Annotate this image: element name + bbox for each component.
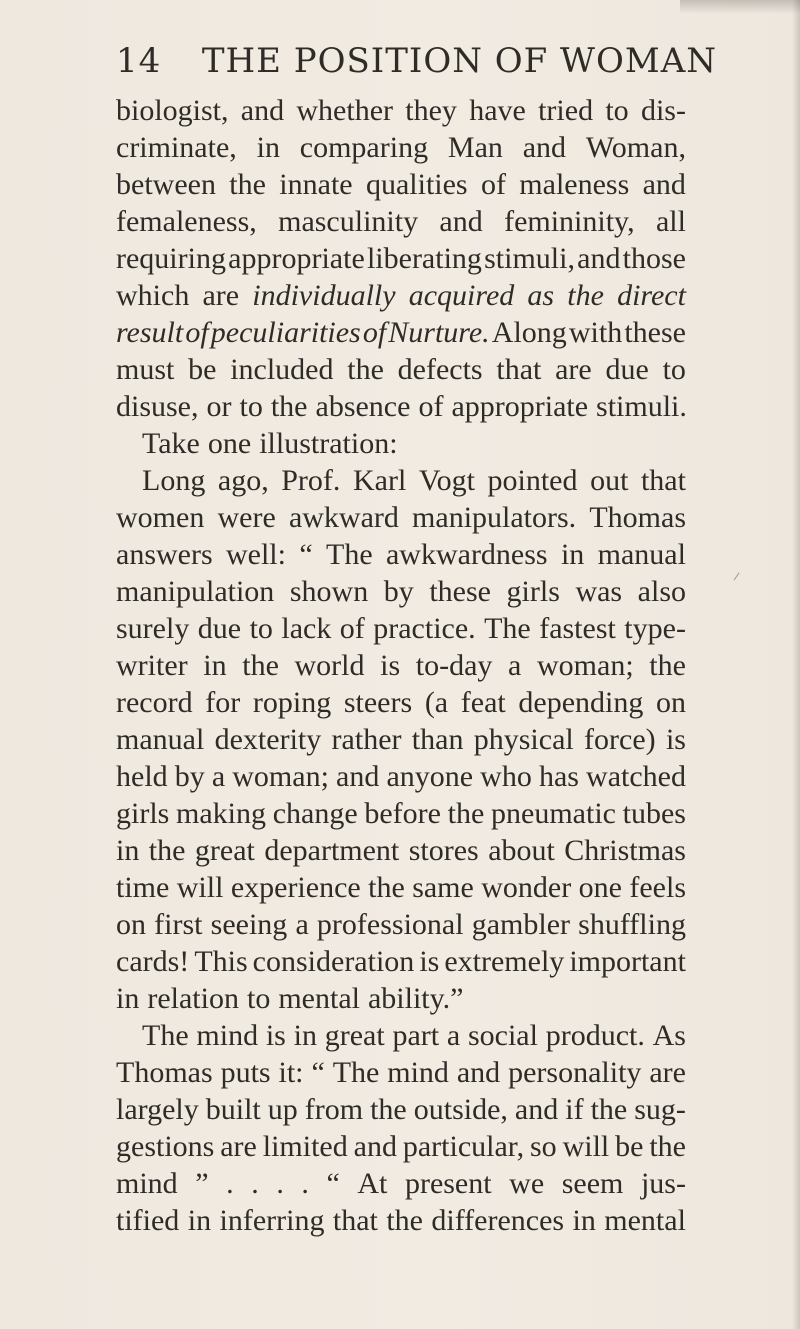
word: physical (473, 723, 574, 756)
text-line-8 (116, 351, 686, 388)
word: a (211, 760, 226, 793)
word: femininity, (504, 205, 635, 238)
word: innate (279, 168, 353, 201)
word: shown (289, 575, 369, 608)
word: be (188, 353, 217, 386)
page-header (116, 30, 717, 92)
text-line-6 (116, 277, 686, 314)
word: important (569, 945, 686, 978)
word: appropriate (228, 242, 365, 275)
text-line-23 (116, 906, 686, 943)
word: answers (116, 538, 213, 571)
word: first (154, 908, 203, 941)
word: women (116, 501, 205, 534)
word: due (197, 612, 242, 645)
word: manipulation (116, 575, 275, 608)
word: “ (311, 1056, 325, 1089)
word: we (509, 1167, 545, 1200)
word: will (562, 1130, 610, 1163)
word: in (293, 1019, 317, 1052)
word: writer (116, 649, 188, 682)
word: have (469, 94, 526, 127)
word: by (174, 760, 205, 793)
word: the (347, 353, 384, 386)
word: the (242, 649, 279, 682)
word: cards! (116, 945, 190, 978)
word: and (439, 205, 483, 238)
word: in (116, 982, 140, 1015)
word: inferring (219, 1204, 325, 1237)
word: great (194, 834, 255, 867)
word: The (332, 1056, 380, 1089)
word: liberating (366, 242, 482, 275)
word: included (230, 353, 334, 386)
word: (a (424, 686, 449, 719)
word: change (272, 797, 358, 830)
word: social (467, 1019, 538, 1052)
word: The (484, 612, 531, 645)
word: Thomas (589, 501, 686, 534)
page-edge-shadow (792, 0, 800, 1329)
word: and (514, 1093, 559, 1126)
text-line-3 (116, 166, 686, 203)
word: . (276, 1167, 284, 1200)
word: a (295, 908, 309, 941)
word: . (226, 1167, 234, 1200)
text-line-16 (116, 647, 686, 684)
word: tubes (622, 797, 686, 830)
word: steers (343, 686, 413, 719)
word: ago, (217, 464, 269, 497)
word: that (496, 353, 542, 386)
word: the (368, 871, 405, 904)
word: result (116, 316, 184, 349)
word: and (240, 94, 285, 127)
word: to (662, 353, 686, 386)
word: comparing (299, 131, 429, 164)
word: the (447, 797, 485, 830)
text-line-11 (116, 462, 686, 499)
text-line-14 (116, 573, 686, 610)
word: same (412, 871, 474, 904)
word: illustration: (259, 427, 398, 460)
word: absence (315, 390, 411, 423)
word: to (239, 390, 263, 423)
word: ” (195, 1167, 209, 1200)
word: stimuli. (596, 390, 687, 423)
word: disuse, (116, 390, 199, 423)
word: a (508, 649, 522, 682)
word: held (116, 760, 168, 793)
text-line-22 (116, 869, 686, 906)
word: and (642, 168, 686, 201)
word: This (194, 945, 248, 978)
word: puts (220, 1056, 271, 1089)
word: peculiarities (210, 316, 361, 349)
text-line-17 (116, 684, 686, 721)
word: is (419, 945, 440, 978)
word: as (527, 279, 555, 312)
word: well: (225, 538, 286, 571)
word: out (590, 464, 629, 497)
word: fastest (539, 612, 616, 645)
word: individually (252, 279, 396, 312)
word: is (380, 649, 401, 682)
word: the (567, 279, 604, 312)
word: that (640, 464, 686, 497)
word: are (202, 279, 240, 312)
word: acquired (408, 279, 515, 312)
word: part (392, 1019, 440, 1052)
word: particular, (402, 1130, 525, 1163)
word: woman; (232, 760, 329, 793)
word: stores (408, 834, 479, 867)
word: Christmas (564, 834, 686, 867)
word: outside, (413, 1093, 508, 1126)
word: mental (604, 1204, 686, 1237)
word: one (578, 871, 622, 904)
word: in (116, 834, 140, 867)
word: in (187, 1204, 212, 1237)
word: must (116, 353, 175, 386)
word: between (116, 168, 216, 201)
word: lack (281, 612, 332, 645)
word: seem (561, 1167, 624, 1200)
word: of (339, 612, 365, 645)
word: and (522, 131, 567, 164)
word: with (568, 316, 623, 349)
text-line-26 (116, 1017, 686, 1054)
word: rather (331, 723, 402, 756)
word: to (605, 94, 629, 127)
word: awkward (288, 501, 399, 534)
word: record (116, 686, 193, 719)
word: pneumatic (491, 797, 616, 830)
word: to (246, 982, 271, 1015)
word: jus- (640, 1167, 686, 1200)
word: personality (508, 1056, 642, 1089)
word: was (575, 575, 623, 608)
word: mind (116, 1167, 178, 1200)
word: will (176, 871, 224, 904)
word: all (655, 205, 686, 238)
text-line-27 (116, 1054, 686, 1091)
word: girls (116, 797, 170, 830)
word: practice. (373, 612, 476, 645)
word: consideration (252, 945, 415, 978)
text-line-12 (116, 499, 686, 536)
text-line-5 (116, 240, 686, 277)
word: dis- (640, 94, 686, 127)
word: roping (252, 686, 332, 719)
body-text (116, 92, 686, 1239)
text-line-15 (116, 610, 686, 647)
word: great (324, 1019, 385, 1052)
word: Along (491, 316, 567, 349)
text-line-9 (116, 388, 686, 425)
word: the (148, 834, 186, 867)
word: for (205, 686, 241, 719)
text-line-10 (116, 425, 686, 462)
word: dexterity (214, 723, 322, 756)
running-title: THE POSITION OF WOMAN (201, 41, 717, 81)
word: tified (116, 1204, 180, 1237)
word: are (555, 353, 592, 386)
word: which (116, 279, 190, 312)
word: and (336, 760, 380, 793)
word: up (267, 1093, 298, 1126)
word: Karl (352, 464, 407, 497)
word: it: (278, 1056, 304, 1089)
word: also (637, 575, 686, 608)
word: one (207, 427, 252, 460)
text-line-7 (116, 314, 686, 351)
word: be (615, 1130, 644, 1163)
word: department (264, 834, 400, 867)
word: whether (296, 94, 393, 127)
word: extremely (444, 945, 565, 978)
word: the (270, 390, 308, 423)
text-line-28 (116, 1091, 686, 1128)
word: the (649, 1130, 686, 1163)
word: Take (142, 427, 200, 460)
word: Prof. (281, 464, 341, 497)
word: of (480, 168, 506, 201)
word: At (357, 1167, 388, 1200)
text-line-29 (116, 1128, 686, 1165)
word: pointed (487, 464, 578, 497)
word: shuffling (578, 908, 686, 941)
word: feat (460, 686, 506, 719)
word: has (538, 760, 579, 793)
word: experience (230, 871, 361, 904)
word: Man (447, 131, 503, 164)
text-line-21 (116, 832, 686, 869)
word: gambler (471, 908, 571, 941)
text-line-13 (116, 536, 686, 573)
word: surely (116, 612, 190, 645)
word: mental (278, 982, 360, 1015)
word: tried (538, 94, 594, 127)
word: . (301, 1167, 309, 1200)
word: if (565, 1093, 584, 1126)
word: Thomas (116, 1056, 213, 1089)
text-line-4 (116, 203, 686, 240)
text-line-18 (116, 721, 686, 758)
word: woman; (537, 649, 634, 682)
word: and (353, 1130, 397, 1163)
word: force) (584, 723, 656, 756)
word: and (456, 1056, 501, 1089)
word: anyone (386, 760, 474, 793)
word: gestions (116, 1130, 215, 1163)
word: in (560, 538, 585, 571)
word: from (304, 1093, 364, 1126)
word: relation (147, 982, 239, 1015)
paper-mark (734, 573, 740, 581)
word: the (590, 1093, 628, 1126)
word: manipulators. (412, 501, 577, 534)
word: The (326, 538, 373, 571)
word: type- (624, 612, 686, 645)
word: seeing (210, 908, 288, 941)
word: qualities (365, 168, 468, 201)
word: sug- (634, 1093, 686, 1126)
word: to-day (415, 649, 493, 682)
word: the (229, 168, 266, 201)
word: feels (629, 871, 686, 904)
word: in (203, 649, 227, 682)
word: direct (617, 279, 686, 312)
word: world (294, 649, 365, 682)
word: of (418, 390, 444, 423)
word: . (251, 1167, 259, 1200)
word: requiring (116, 242, 226, 275)
word: built (205, 1093, 261, 1126)
page-top-shadow (680, 0, 800, 14)
word: making (176, 797, 267, 830)
text-line-2 (116, 129, 686, 166)
word: on (655, 686, 686, 719)
word: Vogt (418, 464, 475, 497)
text-line-1 (116, 92, 686, 129)
word: Nurture. (388, 316, 490, 349)
word: is (665, 723, 686, 756)
word: these (624, 316, 686, 349)
word: of (185, 316, 209, 349)
word: are (220, 1130, 257, 1163)
text-line-24 (116, 943, 686, 980)
word: Long (142, 464, 206, 497)
word: appropriate (451, 390, 589, 423)
word: to (249, 612, 273, 645)
word: Woman, (585, 131, 686, 164)
word: “ (299, 538, 313, 571)
text-line-30 (116, 1165, 686, 1202)
word: maleness (519, 168, 630, 201)
text-line-25 (116, 980, 686, 1017)
word: in (256, 131, 280, 164)
word: by (383, 575, 414, 608)
word: the (649, 649, 686, 682)
word: femaleness, (116, 205, 257, 238)
word: wonder (481, 871, 572, 904)
word: in (572, 1204, 596, 1237)
word: girls (506, 575, 560, 608)
word: limited (262, 1130, 348, 1163)
word: depending (518, 686, 644, 719)
word: the (386, 1204, 423, 1237)
word: these (429, 575, 491, 608)
word: before (364, 797, 441, 830)
word: due (605, 353, 649, 386)
word: were (217, 501, 276, 534)
word: defects (397, 353, 483, 386)
word: of (362, 316, 387, 349)
word: manual (597, 538, 686, 571)
word: than (411, 723, 464, 756)
word: and (577, 242, 621, 275)
word: the (370, 1093, 407, 1126)
text-line-20 (116, 795, 686, 832)
word: mind (196, 1019, 259, 1052)
word: that (332, 1204, 378, 1237)
word: ability.” (367, 982, 464, 1015)
word: a (446, 1019, 461, 1052)
word: so (529, 1130, 557, 1163)
word: or (206, 390, 232, 423)
word: biologist, (116, 94, 229, 127)
word: are (649, 1056, 686, 1089)
word: differences (431, 1204, 565, 1237)
word: professional (316, 908, 464, 941)
word: As (652, 1019, 686, 1052)
word: watched (586, 760, 686, 793)
word: stimuli, (484, 242, 575, 275)
text-line-19 (116, 758, 686, 795)
word: is (265, 1019, 286, 1052)
word: who (480, 760, 532, 793)
text-line-31 (116, 1202, 686, 1239)
word: criminate, (116, 131, 237, 164)
word: manual (116, 723, 205, 756)
word: masculinity (278, 205, 419, 238)
word: The (142, 1019, 189, 1052)
word: present (404, 1167, 492, 1200)
word: awkwardness (385, 538, 548, 571)
word: time (116, 871, 170, 904)
word: they (405, 94, 457, 127)
word: about (488, 834, 555, 867)
word: mind (387, 1056, 449, 1089)
word: largely (116, 1093, 199, 1126)
word: those (622, 242, 686, 275)
word: “ (326, 1167, 340, 1200)
word: on (116, 908, 146, 941)
word: product. (545, 1019, 645, 1052)
page-number: 14 (116, 41, 162, 81)
